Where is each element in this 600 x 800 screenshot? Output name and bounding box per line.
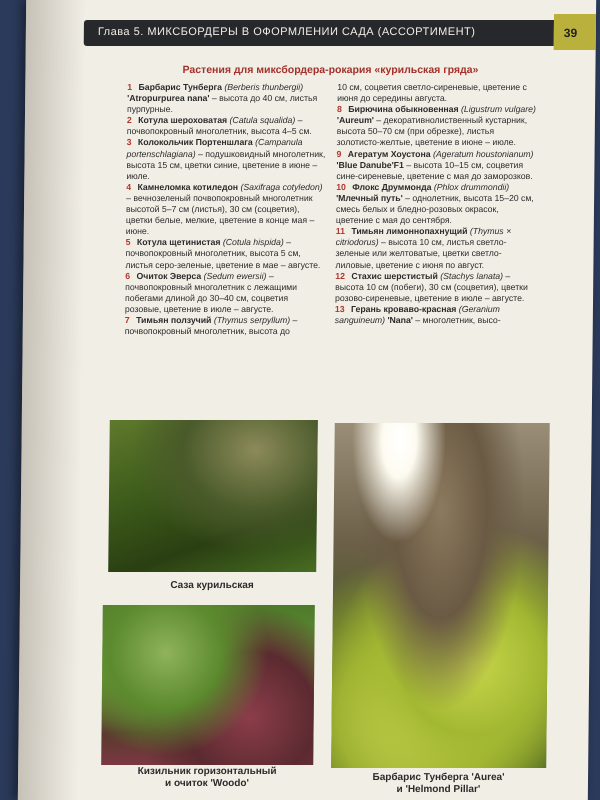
plant-text: – многолетник, высо- [415,314,501,325]
plant-name: Барбарис Тунберга [138,82,223,92]
plant-entry [126,182,327,237]
plant-latin: (Catula squalida) [229,115,296,126]
plant-num: 4 [126,181,132,192]
plant-text: – высота 10 см (побеги), 30 см (соцветия), цветки розово-сиреневые, цветение в июле – августе. [335,270,528,303]
plant-name: Герань кроваво-красная [350,303,457,314]
plant-entry [127,115,327,137]
plant-num: 8 [336,104,342,115]
plant-cultivar: 'Nana' [387,314,413,325]
plant-entry [335,271,535,304]
plant-latin: (Cotula hispida) [222,237,284,248]
plant-name: Тимьян ползучий [136,314,212,325]
plant-text: – вечнозеленый почвопокровный многолетник высотой 5–7 см (листья), 30 см (соцветия), цветки белые, мелкие, цветение в конце мая – июне. [125,192,315,237]
plant-name: Очиток Эверса [136,270,202,281]
plant-entry [337,104,537,148]
plant-num: 6 [125,270,131,281]
plant-text: 10 см, соцветия светло-сиреневые, цветение с июня до середины августа. [337,82,527,104]
plant-cultivar: 'Aureum' [336,115,374,126]
plant-num: 7 [124,314,130,325]
chapter-header [98,26,558,38]
plant-num: 9 [336,148,342,159]
plant-name: Флокс Друммонда [352,181,432,192]
plant-name: Тимьян лимоннопахнущий [351,226,468,237]
plant-latin: (Saxifraga cotyledon) [240,181,323,192]
plant-text: – подушковидный многолетник, высота 15 см, цветки синие, цветение в июне – июле. [126,148,326,181]
plant-entry [125,237,325,270]
left-column [125,82,328,337]
plant-text: – декоративнолиственный кустарник, высота 50–70 см (при обрезке), листья золотисто-желтые, цветение в июне – июле. [336,115,528,148]
plant-text: – почвопокровный многолетник, высота 4–5 см. [126,115,312,137]
plant-cultivar: 'Atropurpurea nana' [127,93,210,104]
plant-name: Агератум Хоустона [347,148,431,159]
photo-berberis-aurea [331,423,550,768]
plant-text: – высота 10–15 см, соцветия сине-сиреневые, цветение с мая до заморозков. [336,159,533,181]
plant-text: – почвопокровный многолетник, высота до [124,314,298,337]
plant-num: 11 [335,226,346,237]
caption-cotoneaster-line1: Кизильник горизонтальный [137,766,277,777]
chapter-label: Глава 5. [97,26,144,38]
plant-text: – высота до 40 см, листья пурпурные. [126,93,318,115]
plant-latin: (Stachys lanata) [440,270,504,281]
plant-num: 2 [126,115,132,126]
plant-entry [125,271,325,315]
plant-latin: (Sedum ewersii) [203,270,267,281]
plant-latin: (Geranium sanguineum) [334,303,500,325]
caption-cotoneaster-line2: и очиток 'Woodo' [165,778,249,789]
plant-entry [336,149,536,182]
plant-text: – почвопокровный многолетник с лежащими побегами длиной до 30–40 см, соцветия розовые, цветение в июле – августе. [124,270,298,314]
plant-name: Стахис шерстистый [351,270,438,281]
plant-name: Бирючина обыкновенная [348,104,459,115]
plant-entry [125,315,325,337]
plant-entry [335,304,535,326]
plant-latin: (Ligustrum vulgare) [460,104,536,115]
page-number: 39 [563,26,578,40]
plant-cultivar: 'Млечный путь' [336,192,403,203]
plant-num: 5 [125,237,131,248]
caption-cotoneaster [96,766,318,790]
photo-cotoneaster-sedum [101,605,315,765]
plant-num: 1 [127,82,133,92]
plant-text: – почвопокровный многолетник, высота 5 см, листья серо-зеленые, цветение в мае – августе. [125,237,321,270]
plant-num: 10 [336,181,346,192]
plant-num: 13 [334,303,345,314]
plant-name: Котула щетинистая [136,237,221,248]
chapter-title: МИКСБОРДЕРЫ В ОФОРМЛЕНИИ САДА (АССОРТИМЕНТ) [147,26,476,38]
photo-sasa-kurilensis [108,420,318,572]
plant-latin: (Phlox drummondii) [433,181,510,192]
plant-latin: (Thymus × citriodorus) [335,226,512,248]
caption-berberis [331,772,546,796]
plant-text: – однолетник, высота 15–20 см, смесь белых и бледно-розовых окрасок, цветение с мая до сентября. [335,192,534,226]
plant-entry [336,182,536,226]
plant-entry [126,137,326,181]
plant-entry [337,82,537,104]
plant-latin: (Berberis thunbergii) [224,82,304,92]
plant-entry [127,82,327,115]
plant-num: 3 [126,137,132,148]
right-column [335,82,538,326]
plant-cultivar: 'Blue Danube'F1 [336,159,404,170]
plant-text: – высота 10 см, листья светло-зеленые или желтоватые, цветки светло-лиловые, цветение с июня по август. [335,237,507,270]
plant-num: 12 [335,270,346,281]
caption-sasa: Саза курильская [170,580,254,591]
plant-entry [335,226,535,270]
plant-name: Камнеломка котиледон [137,181,239,192]
plant-latin: (Ageratum houstonianum) [432,148,534,159]
caption-berberis-line2: и 'Helmond Pillar' [396,784,481,795]
book-page [18,0,596,800]
plant-latin: (Campanula portenschlagiana) [126,137,303,159]
section-title: Растения для миксбордера-рокария «курильская гряда» [182,64,479,76]
caption-berberis-line1: Барбарис Тунберга 'Aurea' [372,772,505,783]
plant-latin: (Thymus serpyllum) [213,314,291,325]
plant-name: Котула шероховатая [138,115,228,126]
plant-name: Колокольчик Портеншлага [137,137,253,148]
